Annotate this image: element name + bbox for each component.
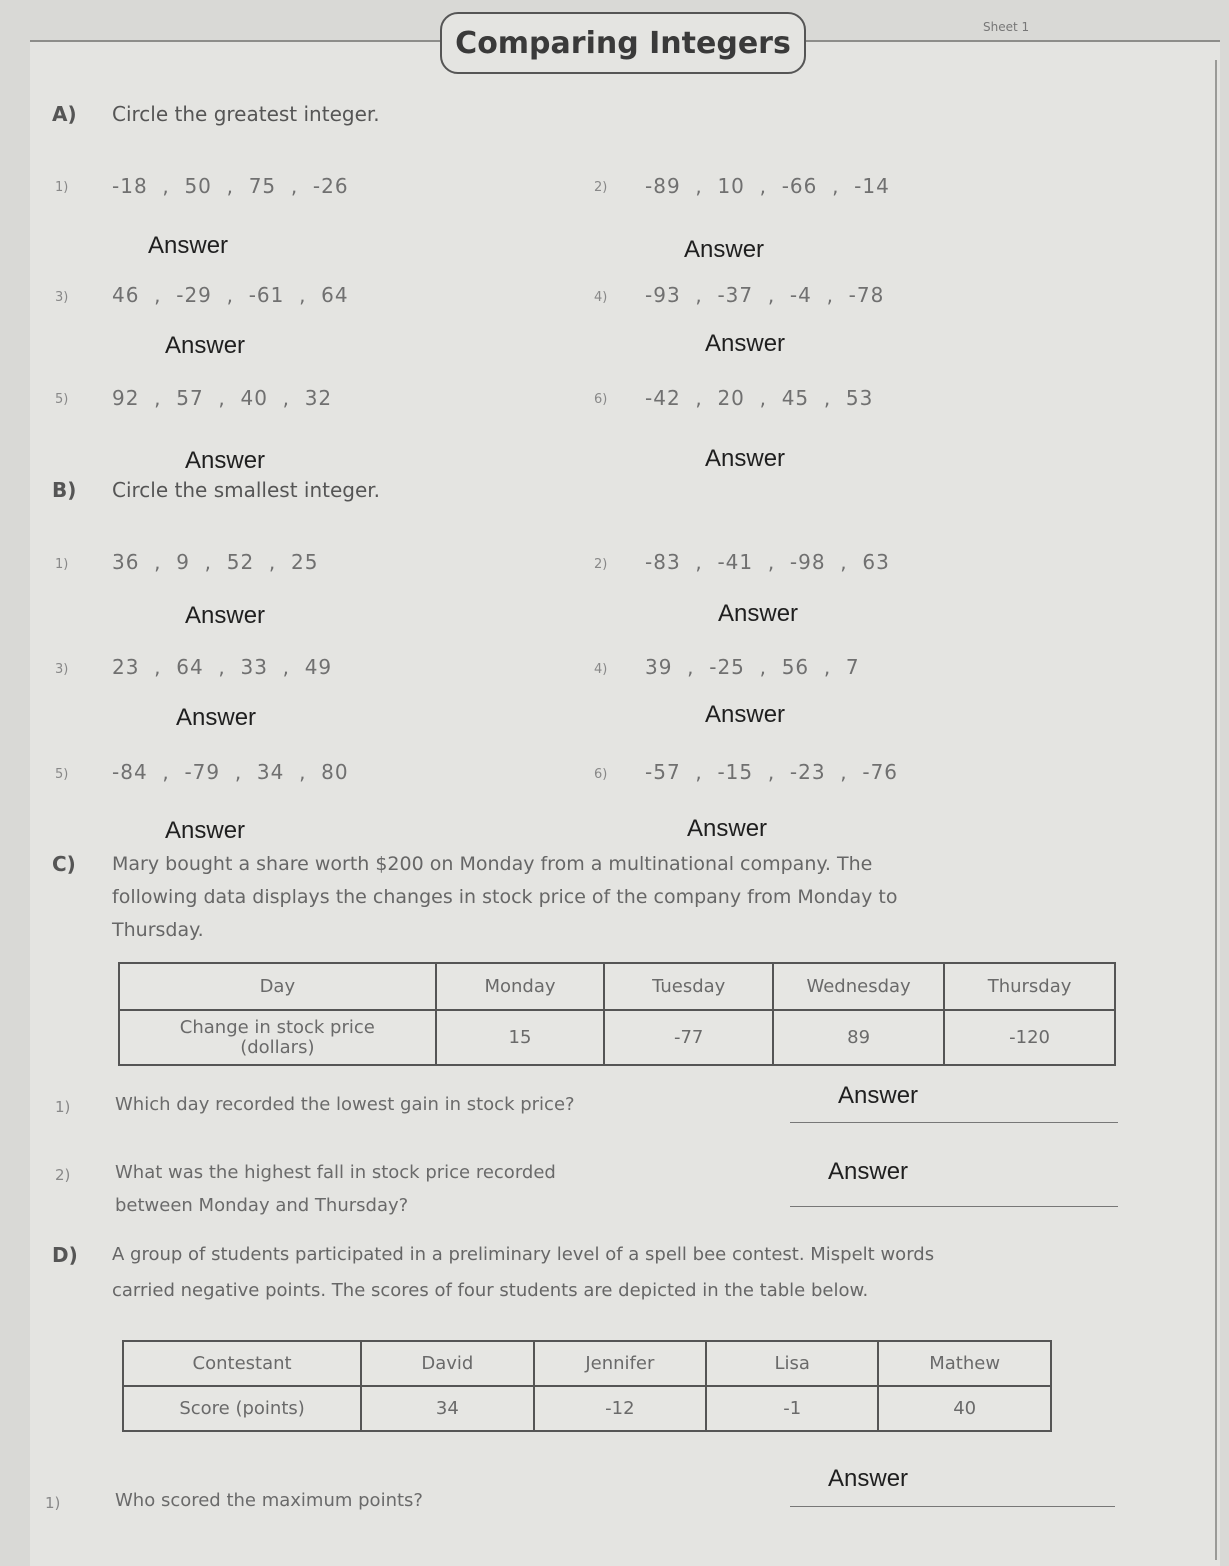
section-d-text-line1: A group of students participated in a preliminary level of a spell bee contest. Mispelt words: [112, 1244, 935, 1265]
sheet-label: Sheet 1: [983, 20, 1030, 34]
answer-line: [790, 1506, 1115, 1507]
problem-number: 3): [55, 662, 69, 677]
answer-label: Answer: [705, 330, 786, 357]
table-header-cell: Tuesday: [604, 963, 773, 1010]
problem-number: 2): [594, 557, 608, 572]
answer-label: Answer: [838, 1082, 919, 1109]
table-header-cell: Mathew: [878, 1341, 1051, 1386]
table-cell: 15: [436, 1010, 605, 1065]
question-number: 1): [55, 1098, 71, 1116]
contest-score-table: [122, 1340, 1052, 1432]
section-a-letter: A): [52, 102, 77, 126]
question-number: 1): [45, 1494, 61, 1512]
section-a-instruction: Circle the greatest integer.: [112, 102, 380, 126]
table-cell: -1: [706, 1386, 878, 1431]
table-row-header: Score (points): [123, 1386, 361, 1431]
question-text: Who scored the maximum points?: [115, 1490, 423, 1511]
section-c-text-line2: following data displays the changes in stock price of the company from Monday to: [112, 886, 898, 908]
problem-values: -84 , -79 , 34 , 80: [112, 760, 349, 784]
answer-label: Answer: [165, 817, 246, 844]
right-border: [1215, 60, 1217, 1560]
problem-values: 36 , 9 , 52 , 25: [112, 550, 319, 574]
table-cell: 34: [361, 1386, 533, 1431]
answer-label: Answer: [165, 332, 246, 359]
table-header-cell: Wednesday: [773, 963, 944, 1010]
problem-number: 6): [594, 767, 608, 782]
problem-number: 1): [55, 180, 69, 195]
section-b-instruction: Circle the smallest integer.: [112, 478, 381, 502]
answer-label: Answer: [705, 701, 786, 728]
answer-label: Answer: [148, 232, 229, 259]
answer-label: Answer: [718, 600, 799, 627]
table-cell: -120: [944, 1010, 1115, 1065]
answer-label: Answer: [687, 815, 768, 842]
answer-label: Answer: [705, 445, 786, 472]
answer-label: Answer: [684, 236, 765, 263]
section-c-text-line3: Thursday.: [112, 919, 204, 941]
problem-number: 2): [594, 180, 608, 195]
problem-number: 6): [594, 392, 608, 407]
answer-label: Answer: [828, 1158, 909, 1185]
problem-number: 5): [55, 392, 69, 407]
table-header-cell: Contestant: [123, 1341, 361, 1386]
answer-line: [790, 1206, 1118, 1207]
problem-values: -93 , -37 , -4 , -78: [645, 283, 885, 307]
problem-number: 4): [594, 290, 608, 305]
question-text: between Monday and Thursday?: [115, 1195, 409, 1216]
problem-number: 5): [55, 767, 69, 782]
table-header-cell: Day: [119, 963, 436, 1010]
section-d-text-line2: carried negative points. The scores of four students are depicted in the table below.: [112, 1280, 869, 1301]
answer-label: Answer: [828, 1465, 909, 1492]
answer-label: Answer: [185, 602, 266, 629]
section-d-letter: D): [52, 1243, 78, 1267]
answer-line: [790, 1122, 1118, 1123]
table-header-cell: David: [361, 1341, 533, 1386]
table-header-cell: Lisa: [706, 1341, 878, 1386]
answer-label: Answer: [185, 447, 266, 474]
table-header-cell: Monday: [436, 963, 605, 1010]
question-text: What was the highest fall in stock price recorded: [115, 1162, 556, 1183]
problem-number: 4): [594, 662, 608, 677]
worksheet-title: Comparing Integers: [440, 12, 806, 74]
problem-values: -89 , 10 , -66 , -14: [645, 174, 890, 198]
problem-number: 3): [55, 290, 69, 305]
table-cell: 40: [878, 1386, 1051, 1431]
worksheet-page: [30, 40, 1220, 1566]
problem-values: 39 , -25 , 56 , 7: [645, 655, 860, 679]
section-c-letter: C): [52, 852, 76, 876]
row-header-line2: (dollars): [240, 1036, 315, 1058]
section-c-text-line1: Mary bought a share worth $200 on Monday from a multinational company. The: [112, 853, 873, 875]
problem-number: 1): [55, 557, 69, 572]
problem-values: 46 , -29 , -61 , 64: [112, 283, 349, 307]
table-row-header: [119, 1010, 436, 1065]
question-text: Which day recorded the lowest gain in stock price?: [115, 1094, 575, 1115]
table-header-cell: Thursday: [944, 963, 1115, 1010]
problem-values: 92 , 57 , 40 , 32: [112, 386, 333, 410]
table-cell: -77: [604, 1010, 773, 1065]
question-number: 2): [55, 1166, 71, 1184]
problem-values: -42 , 20 , 45 , 53: [645, 386, 874, 410]
problem-values: -18 , 50 , 75 , -26: [112, 174, 349, 198]
row-header-line1: Change in stock price: [179, 1016, 375, 1038]
problem-values: -83 , -41 , -98 , 63: [645, 550, 890, 574]
table-header-cell: Jennifer: [534, 1341, 707, 1386]
stock-price-table: [118, 962, 1116, 1066]
table-cell: 89: [773, 1010, 944, 1065]
problem-values: 23 , 64 , 33 , 49: [112, 655, 333, 679]
problem-values: -57 , -15 , -23 , -76: [645, 760, 899, 784]
section-b-letter: B): [52, 478, 77, 502]
answer-label: Answer: [176, 704, 257, 731]
table-cell: -12: [534, 1386, 707, 1431]
